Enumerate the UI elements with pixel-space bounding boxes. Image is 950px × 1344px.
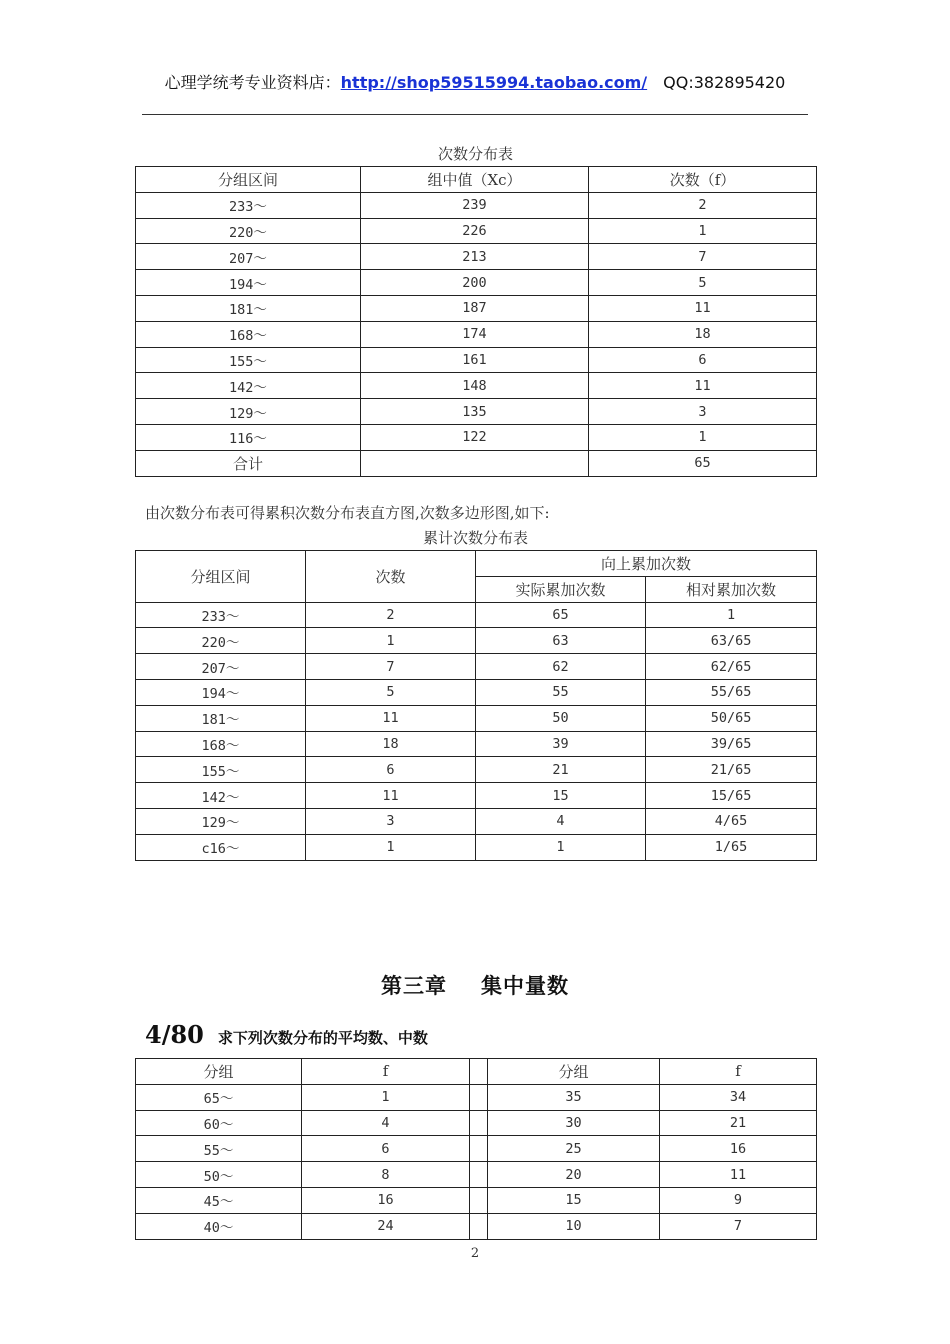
table-cell: 11	[660, 1162, 817, 1188]
table-row	[136, 1110, 817, 1136]
table-row	[136, 373, 817, 399]
table-row	[136, 192, 817, 218]
column-header: 组中值（Xc）	[361, 167, 589, 193]
table-cell: 11	[589, 373, 817, 399]
table-cell: 45～	[136, 1187, 302, 1213]
table-cell: 4	[302, 1110, 470, 1136]
page-header	[0, 70, 950, 93]
table-cell: 6	[306, 757, 476, 783]
table-row	[136, 399, 817, 425]
table-cell: 63/65	[646, 628, 817, 654]
table-cell: 11	[589, 295, 817, 321]
column-header: f	[302, 1059, 470, 1085]
table-cell: 220～	[136, 628, 306, 654]
table-cell: 181～	[136, 295, 361, 321]
page-number: 2	[470, 1246, 480, 1261]
cumulative-frequency-table	[135, 550, 817, 861]
table-row	[136, 808, 817, 834]
table-cell: 207～	[136, 244, 361, 270]
table-cell: 1	[646, 602, 817, 628]
table-cell: 50～	[136, 1162, 302, 1188]
table-cell: 50	[476, 705, 646, 731]
table-cell: 3	[306, 808, 476, 834]
table-cell: 24	[302, 1213, 470, 1239]
table-cell: 40～	[136, 1213, 302, 1239]
table-cell: 2	[306, 602, 476, 628]
table-row	[136, 424, 817, 450]
column-header: 分组	[136, 1059, 302, 1085]
table-cell: 15	[476, 783, 646, 809]
table-row	[136, 1136, 817, 1162]
table-cell: 6	[589, 347, 817, 373]
shop-label: 心理学统考专业资料店：	[164, 73, 341, 92]
table-cell: 168～	[136, 321, 361, 347]
table-cell: 65	[476, 602, 646, 628]
table-cell: 187	[361, 295, 589, 321]
table-cell: 5	[306, 679, 476, 705]
column-header: 分组	[488, 1059, 660, 1085]
chapter-title	[0, 970, 950, 1000]
table-cell: 62/65	[646, 654, 817, 680]
table-cell: 16	[302, 1187, 470, 1213]
table-row	[136, 731, 817, 757]
qq-number: QQ:382895420	[663, 73, 786, 92]
problem-heading	[145, 1020, 428, 1049]
table-row	[136, 1084, 817, 1110]
table-cell: 8	[302, 1162, 470, 1188]
table-cell: 30	[488, 1110, 660, 1136]
table-cell: 2	[589, 192, 817, 218]
column-header: 次数（f）	[589, 167, 817, 193]
problem-number: 4/80	[145, 1020, 204, 1049]
table-row	[136, 244, 817, 270]
table-cell: 65～	[136, 1084, 302, 1110]
table-cell: 62	[476, 654, 646, 680]
table-cell: 174	[361, 321, 589, 347]
total-label: 合计	[136, 450, 361, 476]
table-cell: 142～	[136, 783, 306, 809]
table2-caption: 累计次数分布表	[422, 529, 528, 547]
table-cell: 122	[361, 424, 589, 450]
table-cell: 200	[361, 270, 589, 296]
table-cell	[470, 1084, 488, 1110]
table-row	[136, 705, 817, 731]
table-cell: 1	[476, 834, 646, 860]
table-row	[136, 602, 817, 628]
total-cell	[361, 450, 589, 476]
col-header-actual-cumulative: 实际累加次数	[476, 576, 646, 602]
table-row	[136, 628, 817, 654]
header-divider	[142, 114, 808, 115]
table-cell: 220～	[136, 218, 361, 244]
table-cell: 35	[488, 1084, 660, 1110]
table-cell: 39/65	[646, 731, 817, 757]
table-cell: 1	[302, 1084, 470, 1110]
table-cell: 194～	[136, 679, 306, 705]
table-cell	[470, 1187, 488, 1213]
column-header: f	[660, 1059, 817, 1085]
table-cell	[470, 1162, 488, 1188]
table-cell: 1	[589, 218, 817, 244]
table-cell: 50/65	[646, 705, 817, 731]
column-header: 分组区间	[136, 167, 361, 193]
table-cell: 55/65	[646, 679, 817, 705]
table-cell: 18	[306, 731, 476, 757]
table-cell: 194～	[136, 270, 361, 296]
table-cell: 11	[306, 705, 476, 731]
table-cell: 25	[488, 1136, 660, 1162]
table-cell: 7	[589, 244, 817, 270]
table-cell: 34	[660, 1084, 817, 1110]
column-header	[470, 1059, 488, 1085]
table-cell: 21	[476, 757, 646, 783]
table-cell: 1	[306, 628, 476, 654]
col-header-group-cumulative: 向上累加次数	[476, 551, 817, 577]
table-cell	[470, 1110, 488, 1136]
table-cell: 1/65	[646, 834, 817, 860]
shop-link[interactable]: http://shop59515994.taobao.com/	[340, 73, 648, 92]
table-cell: 5	[589, 270, 817, 296]
table-cell: 148	[361, 373, 589, 399]
table-cell: 39	[476, 731, 646, 757]
explanation-note: 由次数分布表可得累积次数分布表直方图,次数多边形图,如下:	[145, 504, 550, 522]
table-cell: 116～	[136, 424, 361, 450]
table-cell: 4	[476, 808, 646, 834]
table-cell: 21/65	[646, 757, 817, 783]
grouped-distribution-table	[135, 1058, 817, 1240]
table-cell: 3	[589, 399, 817, 425]
table-row	[136, 783, 817, 809]
table-row	[136, 679, 817, 705]
table-cell: 142～	[136, 373, 361, 399]
table-cell: 129～	[136, 399, 361, 425]
table-cell: 207～	[136, 654, 306, 680]
table-cell: 135	[361, 399, 589, 425]
table-row	[136, 834, 817, 860]
col-header-interval: 分组区间	[136, 551, 306, 603]
table-cell: 6	[302, 1136, 470, 1162]
total-cell: 65	[589, 450, 817, 476]
table-cell: 233～	[136, 602, 306, 628]
table-row	[136, 757, 817, 783]
table-cell: 161	[361, 347, 589, 373]
table-cell: 15	[488, 1187, 660, 1213]
table-cell: 15/65	[646, 783, 817, 809]
table-cell	[470, 1213, 488, 1239]
table1-caption: 次数分布表	[437, 145, 513, 163]
table-cell: 10	[488, 1213, 660, 1239]
table-row	[136, 295, 817, 321]
frequency-table	[135, 166, 817, 477]
problem-text: 求下列次数分布的平均数、中数	[217, 1029, 428, 1047]
table-cell: 9	[660, 1187, 817, 1213]
col-header-frequency: 次数	[306, 551, 476, 603]
total-row	[136, 450, 817, 476]
table-row	[136, 654, 817, 680]
table-cell: 226	[361, 218, 589, 244]
table-row	[136, 347, 817, 373]
col-header-relative-cumulative: 相对累加次数	[646, 576, 817, 602]
table-cell: 18	[589, 321, 817, 347]
table-cell: 63	[476, 628, 646, 654]
table-cell: 233～	[136, 192, 361, 218]
table-cell: 155～	[136, 757, 306, 783]
table-row	[136, 1213, 817, 1239]
table-row	[136, 218, 817, 244]
table-cell: 55	[476, 679, 646, 705]
table-cell	[470, 1136, 488, 1162]
table-cell: c16～	[136, 834, 306, 860]
table-cell: 168～	[136, 731, 306, 757]
table-cell: 11	[306, 783, 476, 809]
table-cell: 155～	[136, 347, 361, 373]
chapter-number: 第三章	[381, 974, 447, 998]
table-row	[136, 270, 817, 296]
table-row	[136, 321, 817, 347]
table-cell: 20	[488, 1162, 660, 1188]
table-cell: 60～	[136, 1110, 302, 1136]
table-row	[136, 1162, 817, 1188]
table-cell: 213	[361, 244, 589, 270]
table-cell: 129～	[136, 808, 306, 834]
table-cell: 4/65	[646, 808, 817, 834]
table-cell: 55～	[136, 1136, 302, 1162]
table-cell: 7	[306, 654, 476, 680]
table-cell: 1	[589, 424, 817, 450]
table-cell: 7	[660, 1213, 817, 1239]
table-cell: 181～	[136, 705, 306, 731]
table-cell: 1	[306, 834, 476, 860]
table-cell: 239	[361, 192, 589, 218]
table-cell: 16	[660, 1136, 817, 1162]
chapter-name: 集中量数	[481, 974, 569, 998]
table-row	[136, 1187, 817, 1213]
table-cell: 21	[660, 1110, 817, 1136]
